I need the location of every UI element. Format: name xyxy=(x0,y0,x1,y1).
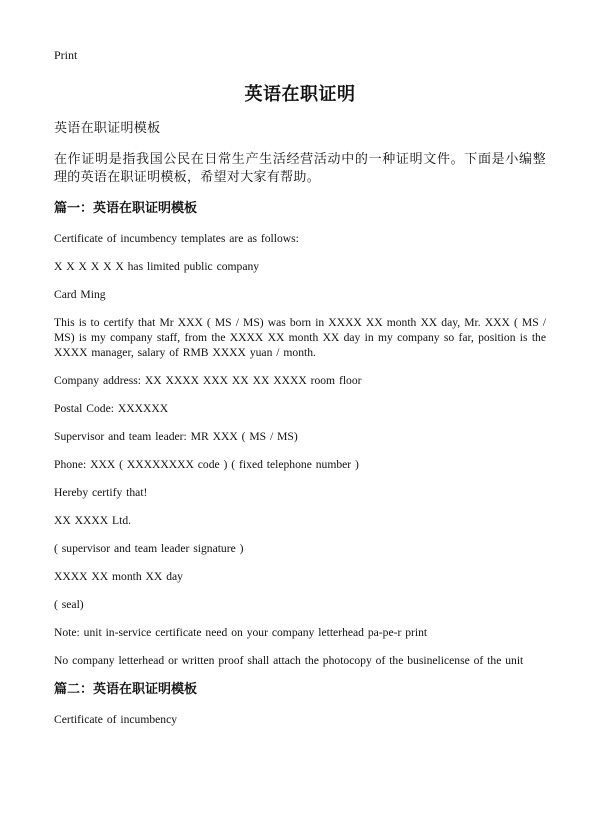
paragraph-company-address: Company address: XX XXXX XXX XX XX XXXX room floor xyxy=(54,374,362,387)
paragraph-supervisor: Supervisor and team leader: MR XXX ( MS / MS) xyxy=(54,430,298,443)
paragraph-card-ming: Card Ming xyxy=(54,288,106,301)
print-label: Print xyxy=(54,48,78,62)
paragraph-seal: ( seal) xyxy=(54,598,84,611)
document-title: 英语在职证明 xyxy=(244,84,356,105)
paragraph-note: Note: unit in-service certificate need on your company letterhead pa-pe-r print xyxy=(54,626,428,639)
paragraph-hereby-certify: Hereby certify that! xyxy=(54,486,148,499)
paragraph-postal-code: Postal Code: XXXXXX xyxy=(54,402,169,415)
document-body xyxy=(54,120,546,740)
paragraph-signature: ( supervisor and team leader signature ) xyxy=(54,542,244,555)
paragraph-date: XXXX XX month XX day xyxy=(54,570,183,583)
paragraph-company-name: X X X X X X has limited public company xyxy=(54,260,260,273)
section-heading-2: 篇二：英语在职证明模板 xyxy=(54,682,198,697)
paragraph-no-letterhead: No company letterhead or written proof shall attach the photocopy of the businelicense of the unit xyxy=(54,654,524,667)
section-heading-1: 篇一：英语在职证明模板 xyxy=(54,201,198,216)
paragraph-phone: Phone: XXX ( XXXXXXXX code ) ( fixed telephone number ) xyxy=(54,458,359,471)
intro-paragraph: 在作证明是指我国公民在日常生产生活经营活动中的一种证明文件。下面是小编整理的英语在职证明模板，希望对大家有帮助。 xyxy=(54,152,546,185)
paragraph-templates-intro: Certificate of incumbency templates are as follows: xyxy=(54,232,299,245)
paragraph-certificate-incumbency: Certificate of incumbency xyxy=(54,713,178,726)
subtitle: 英语在职证明模板 xyxy=(54,121,161,136)
paragraph-certify-body: This is to certify that Mr XXX ( MS / MS) was born in XXXX XX month XX day, Mr. XXX ( MS / MS) is my company staff, from the XXXX XX month XX day in my company so far, position is the XXXX manager, salary of RMB XXXX yuan / month. xyxy=(54,316,546,359)
paragraph-company-ltd: XX XXXX Ltd. xyxy=(54,514,132,527)
